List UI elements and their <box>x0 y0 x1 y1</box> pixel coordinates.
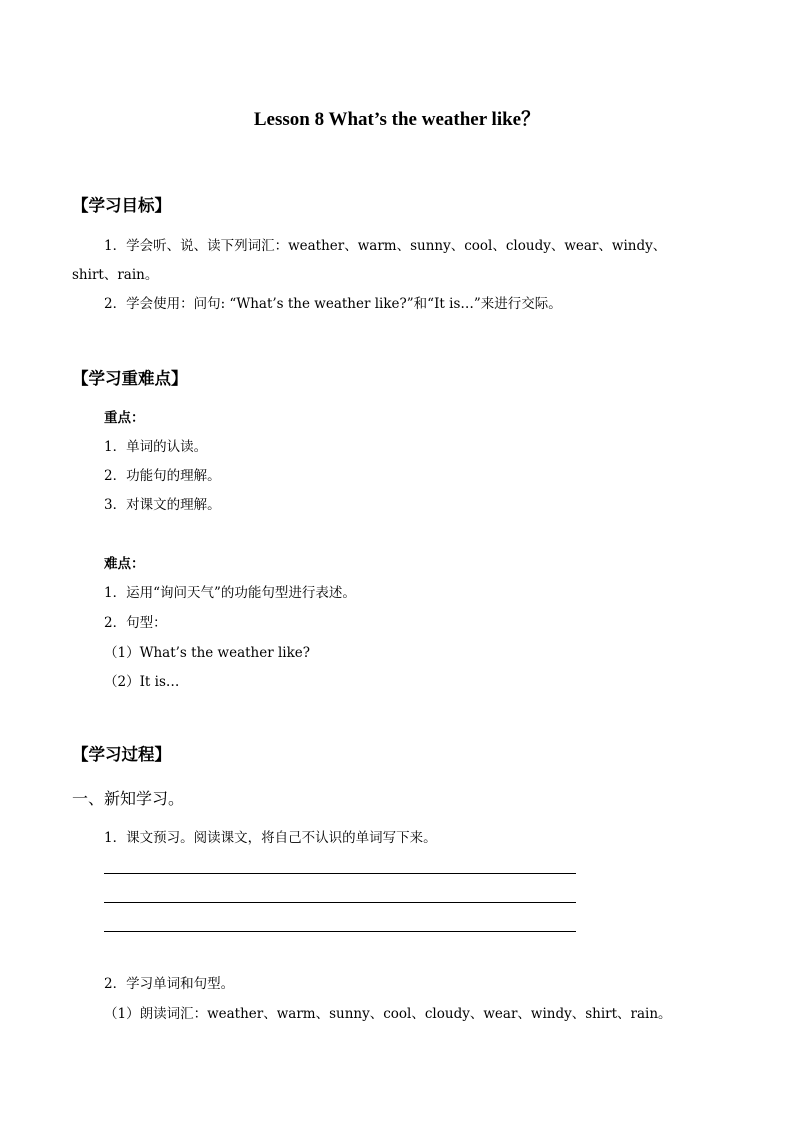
pattern-2: （2）It is… <box>104 674 180 690</box>
focus-label: 重点： <box>104 410 145 426</box>
step-1: 1．课文预习。阅读课文，将自己不认识的单词写下来。 <box>104 830 437 846</box>
difficulty-item-1: 1．运用“询问天气”的功能句型进行表述。 <box>104 585 356 601</box>
lesson-title: Lesson 8 What’s the weather like？ <box>253 109 541 130</box>
step-2: 2．学习单词和句型。 <box>104 976 235 992</box>
answer-line-2[interactable] <box>104 902 576 903</box>
pattern-1: （1）What’s the weather like? <box>104 645 311 661</box>
focus-item-3: 3．对课文的理解。 <box>104 497 221 513</box>
answer-line-3[interactable] <box>104 931 576 932</box>
objective-item-2: 2．学会使用：问句: “What’s the weather like?”和“It is…”来进行交际。 <box>104 296 562 312</box>
difficulty-item-2: 2．句型： <box>104 615 167 631</box>
difficulty-label: 难点： <box>104 556 145 572</box>
step-2-sub-1: （1）朗读词汇：weather、warm、sunny、cool、cloudy、wear、windy、shirt、rain。 <box>104 1006 672 1022</box>
objective-item-1-line-1: 1．学会听、说、读下列词汇：weather、warm、sunny、cool、cloudy、wear、windy、 <box>104 238 667 254</box>
focus-item-1: 1．单词的认读。 <box>104 439 208 455</box>
process-heading: 【学习过程】 <box>72 745 171 764</box>
part-1-title: 一、新知学习。 <box>72 789 185 808</box>
answer-line-1[interactable] <box>104 873 576 874</box>
objective-item-1-line-2: shirt、rain。 <box>72 267 159 283</box>
objectives-heading: 【学习目标】 <box>72 196 171 215</box>
key-points-heading: 【学习重难点】 <box>72 369 188 388</box>
focus-item-2: 2．功能句的理解。 <box>104 468 221 484</box>
